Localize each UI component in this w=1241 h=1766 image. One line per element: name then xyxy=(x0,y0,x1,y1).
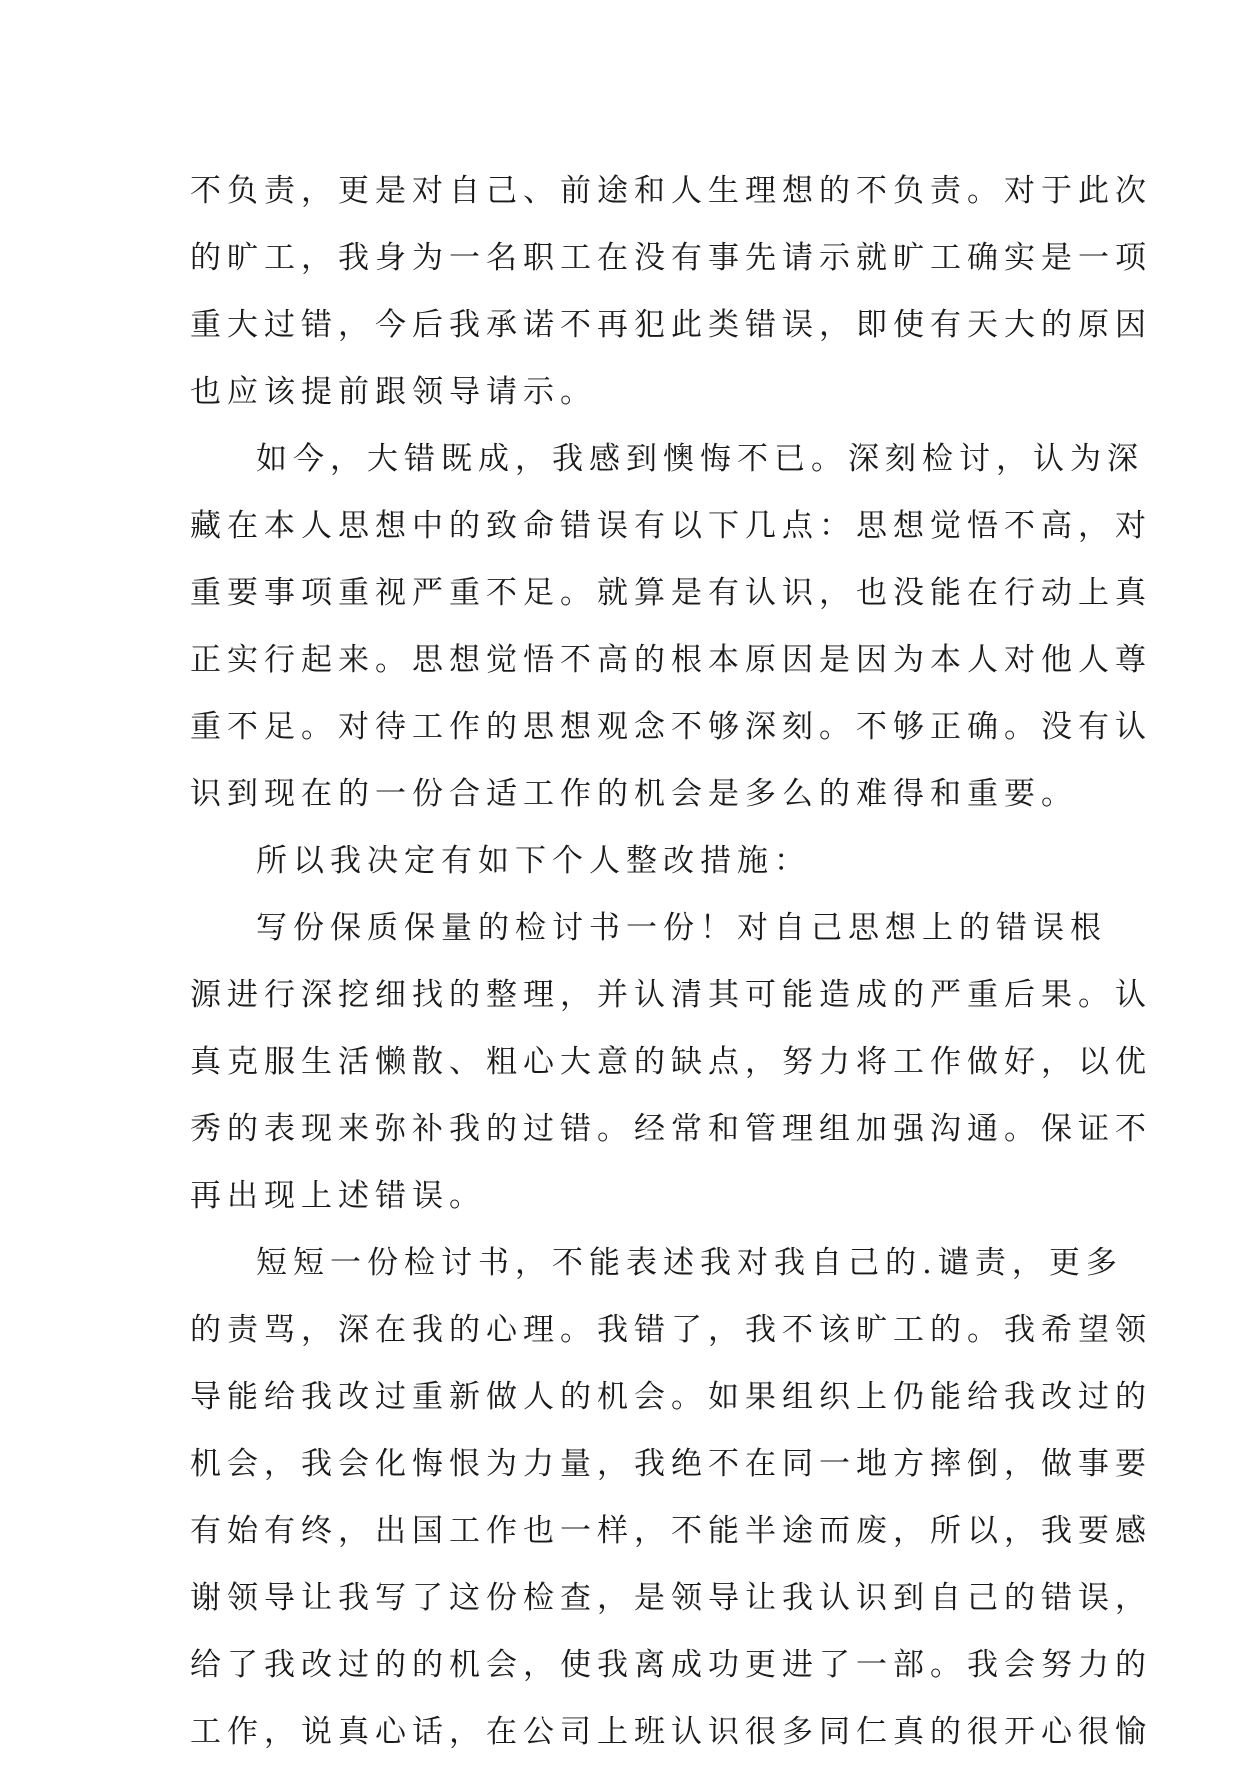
text-line: 机会，我会化悔恨为力量，我绝不在同一地方摔倒，做事要 xyxy=(190,1446,1152,1482)
text-line: 给了我改过的的机会，使我离成功更进了一部。我会努力的 xyxy=(190,1647,1152,1683)
text-line: 谢领导让我写了这份检查，是领导让我认识到自己的错误， xyxy=(190,1580,1152,1616)
text-line: 真克服生活懒散、粗心大意的缺点，努力将工作做好，以优 xyxy=(190,1044,1152,1080)
text-line: 写份保质保量的检讨书一份！对自己思想上的错误根 xyxy=(256,910,1107,946)
text-line: 不负责，更是对自己、前途和人生理想的不负责。对于此次 xyxy=(190,173,1152,209)
text-line: 识到现在的一份合适工作的机会是多么的难得和重要。 xyxy=(190,776,1078,812)
text-line: 源进行深挖细找的整理，并认清其可能造成的严重后果。认 xyxy=(190,977,1152,1013)
text-line: 有始有终，出国工作也一样，不能半途而废，所以，我要感 xyxy=(190,1513,1152,1549)
text-line: 重大过错，今后我承诺不再犯此类错误，即使有天大的原因 xyxy=(190,307,1152,343)
text-line: 重不足。对待工作的思想观念不够深刻。不够正确。没有认 xyxy=(190,709,1152,745)
text-line: 正实行起来。思想觉悟不高的根本原因是因为本人对他人尊 xyxy=(190,642,1152,678)
text-line: 所以我决定有如下个人整改措施： xyxy=(256,843,811,879)
text-line: 也应该提前跟领导请示。 xyxy=(190,374,597,410)
text-line: 的责骂，深在我的心理。我错了，我不该旷工的。我希望领 xyxy=(190,1312,1152,1348)
text-line: 如今，大错既成，我感到懊悔不已。深刻检讨，认为深 xyxy=(256,441,1144,477)
text-line: 藏在本人思想中的致命错误有以下几点：思想觉悟不高，对 xyxy=(190,508,1152,544)
text-line: 重要事项重视严重不足。就算是有认识，也没能在行动上真 xyxy=(190,575,1152,611)
document-body xyxy=(190,158,1152,1766)
text-line: 再出现上述错误。 xyxy=(190,1178,486,1214)
text-line: 短短一份检讨书，不能表述我对我自己的.谴责，更多 xyxy=(256,1245,1123,1281)
text-line: 导能给我改过重新做人的机会。如果组织上仍能给我改过的 xyxy=(190,1379,1152,1415)
text-line: 工作，说真心话，在公司上班认识很多同仁真的很开心很愉 xyxy=(190,1714,1152,1750)
text-line: 的旷工，我身为一名职工在没有事先请示就旷工确实是一项 xyxy=(190,240,1152,276)
text-line: 秀的表现来弥补我的过错。经常和管理组加强沟通。保证不 xyxy=(190,1111,1152,1147)
